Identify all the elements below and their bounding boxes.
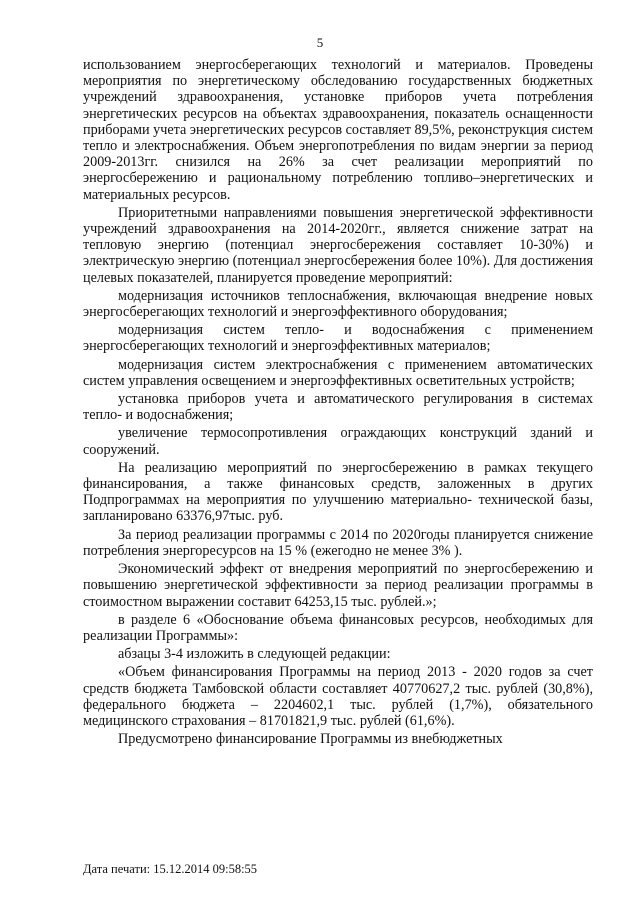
paragraph-planned-funding: На реализацию мероприятий по энергосбережению в рамках текущего финансирования, а также финансовых средств, заложенных в других Подпрограммах на мероприятия по улучшению материально- технической базы, запланировано 63376,97тыс. руб. xyxy=(83,459,593,525)
paragraph-priority-directions: Приоритетными направлениями повышения энергетической эффективности учреждений здравоохранения на 2014-2020гг., является снижение затрат на тепловую энергию (потенциал энергосбережения составляет 10-30%) и электрическую энергию (потенциал энергосбережения более 10%). Для достижения целевых показателей, планируется проведение мероприятий: xyxy=(83,204,593,286)
list-item-thermal-resistance: увеличение термосопротивления ограждающих конструкций зданий и сооружений. xyxy=(83,425,593,458)
paragraph-extrabudgetary: Предусмотрено финансирование Программы из внебюджетных xyxy=(118,731,503,748)
paragraph-consumption-reduction: За период реализации программы с 2014 по 2020годы планируется снижение потребления энергоресурсов на 15 % (ежегодно не менее 3% ). xyxy=(83,526,593,559)
print-date-footer: Дата печати: 15.12.2014 09:58:55 xyxy=(83,862,258,876)
paragraph-funding-volume: «Объем финансирования Программы на период 2013 - 2020 годов за счет средств бюджета Тамбовской области составляет 40770627,2 тыс. рублей (30,8%), федерального бюджета – 2204602,1 тыс. рублей (1,7%), обязательного медицинского страхования – 81701821,9 тыс. рублей (61,6%). xyxy=(83,664,593,729)
document-body xyxy=(83,57,593,749)
list-item-metering-devices: установка приборов учета и автоматического регулирования в системах тепло- и водоснабжения; xyxy=(83,391,593,424)
list-item-heat-water-systems: модернизация систем тепло- и водоснабжения с применением энергосберегающих технологий и энергоэффективных материалов; xyxy=(83,322,593,355)
paragraph-section-6: в разделе 6 «Обоснование объема финансовых ресурсов, необходимых для реализации Программы»: xyxy=(83,611,593,644)
paragraph-energy-results: использованием энергосберегающих технологий и материалов. Проведены мероприятия по энергетическому обследованию государственных бюджетных учреждений здравоохранения, установке приборов учета потребления энергетических ресурсов на объектах здравоохранения, показатель оснащенности приборами учета энергетических ресурсов составляет 89,5%, реконструкция систем тепло и электроснабжения. Объем энергопотребления по видам энергии за период 2009-2013гг. снизился на 26% за счет реализации мероприятий по энергосбережению и рациональному потреблению топливо–энергетических и материальных ресурсов. xyxy=(83,57,593,203)
paragraph-economic-effect: Экономический эффект от внедрения мероприятий по энергосбережению и повышению энергетической эффективности за период реализации программы в стоимостном выражении составит 64253,15 тыс. рублей.»; xyxy=(83,561,593,610)
list-item-power-supply: модернизация систем электроснабжения с применением автоматических систем управления освещением и энергоэффективных осветительных устройств; xyxy=(83,356,593,389)
page-number: 5 xyxy=(316,35,324,50)
paragraph-amendment-note: абзацы 3-4 изложить в следующей редакции: xyxy=(118,646,391,663)
list-item-heat-supply: модернизация источников теплоснабжения, включающая внедрение новых энергосберегающих технологий и энергоэффективного оборудования; xyxy=(83,287,593,321)
